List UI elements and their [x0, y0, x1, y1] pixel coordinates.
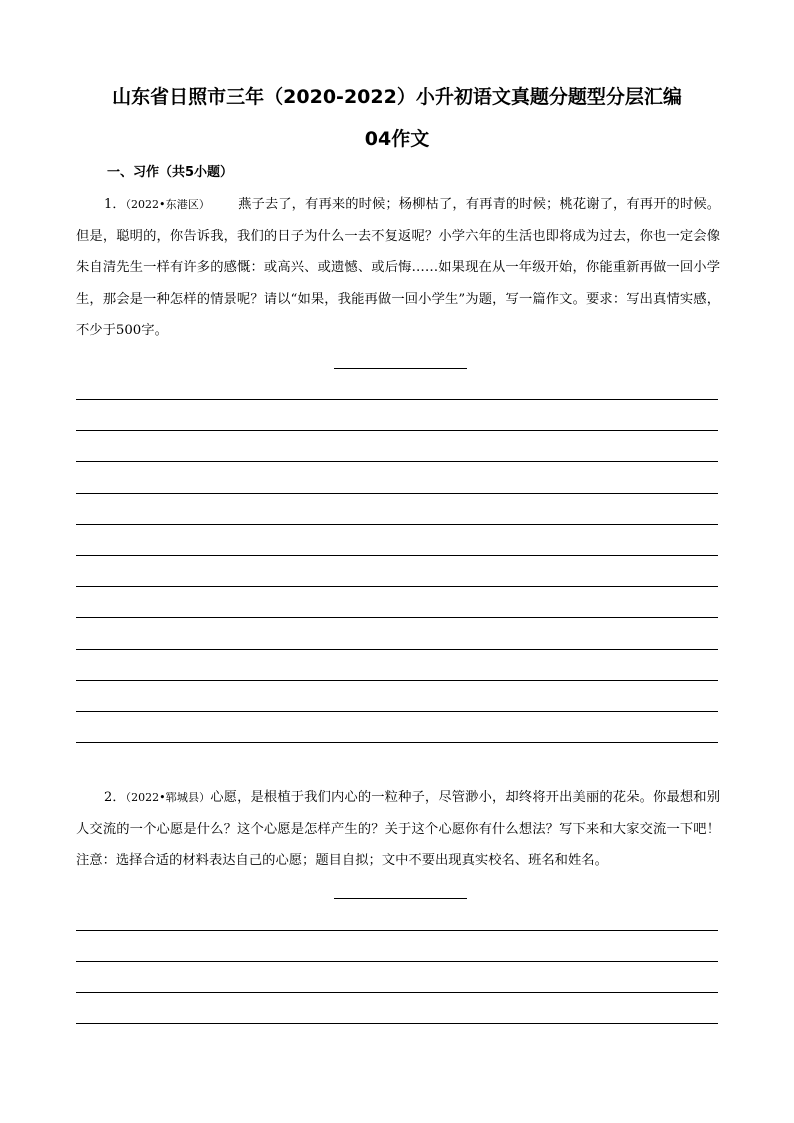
question-1-writing-line — [76, 524, 718, 525]
question-1-number: 1． — [104, 197, 126, 212]
question-2-writing-line — [76, 992, 718, 993]
section-heading: 一、习作（共5小题） — [107, 165, 234, 180]
question-1-writing-line — [76, 555, 718, 556]
question-1-writing-line — [76, 649, 718, 650]
question-2-writing-line — [76, 930, 718, 931]
question-2-text — [76, 782, 720, 877]
question-1-writing-line — [76, 399, 718, 400]
question-1-title-blank — [334, 368, 467, 369]
question-1-writing-line — [76, 680, 718, 681]
question-1-writing-line — [76, 617, 718, 618]
question-2-prompt: 心愿，是根植于我们内心的一粒种子，尽管渺小，却终将开出美丽的花朵。你最想和别人交流的一个心愿是什么？这个心愿是怎样产生的？关于这个心愿你有什么想法？写下来和大家交流一下吧！注意：选择合适的材料表达自己的心愿；题目自拟；文中不要出现真实校名、班名和姓名。 — [76, 790, 720, 868]
question-2-source: （2022•郓城县） — [125, 791, 211, 804]
document-title: 山东省日照市三年（2020-2022）小升初语文真题分题型分层汇编 — [112, 86, 682, 108]
question-1-writing-line — [76, 711, 718, 712]
question-1-writing-line — [76, 430, 718, 431]
document-subtitle: 04作文 — [364, 128, 430, 150]
question-1-text — [76, 189, 720, 347]
question-1-prompt: 燕子去了，有再来的时候；杨柳枯了，有再青的时候；桃花谢了，有再开的时候。但是，聪明的，你告诉我，我们的日子为什么一去不复返呢？小学六年的生活也即将成为过去，你也一定会像朱自清先生一样有许多的感慨：或高兴、或遗憾、或后悔……如果现在从一年级开始，你能重新再做一回小学生，那会是一种怎样的情景呢？请以“如果，我能再做一回小学生”为题，写一篇作文。要求：写出真情实感，不少于500字。 — [76, 197, 721, 338]
question-1-source: （2022•东港区） — [125, 198, 211, 211]
question-2-writing-line — [76, 1023, 718, 1024]
question-1-writing-line — [76, 586, 718, 587]
question-1-writing-line — [76, 461, 718, 462]
question-2-writing-line — [76, 961, 718, 962]
question-1-writing-line — [76, 742, 718, 743]
question-2-title-blank — [334, 898, 467, 899]
question-1-writing-line — [76, 493, 718, 494]
question-2-number: 2． — [104, 790, 126, 805]
